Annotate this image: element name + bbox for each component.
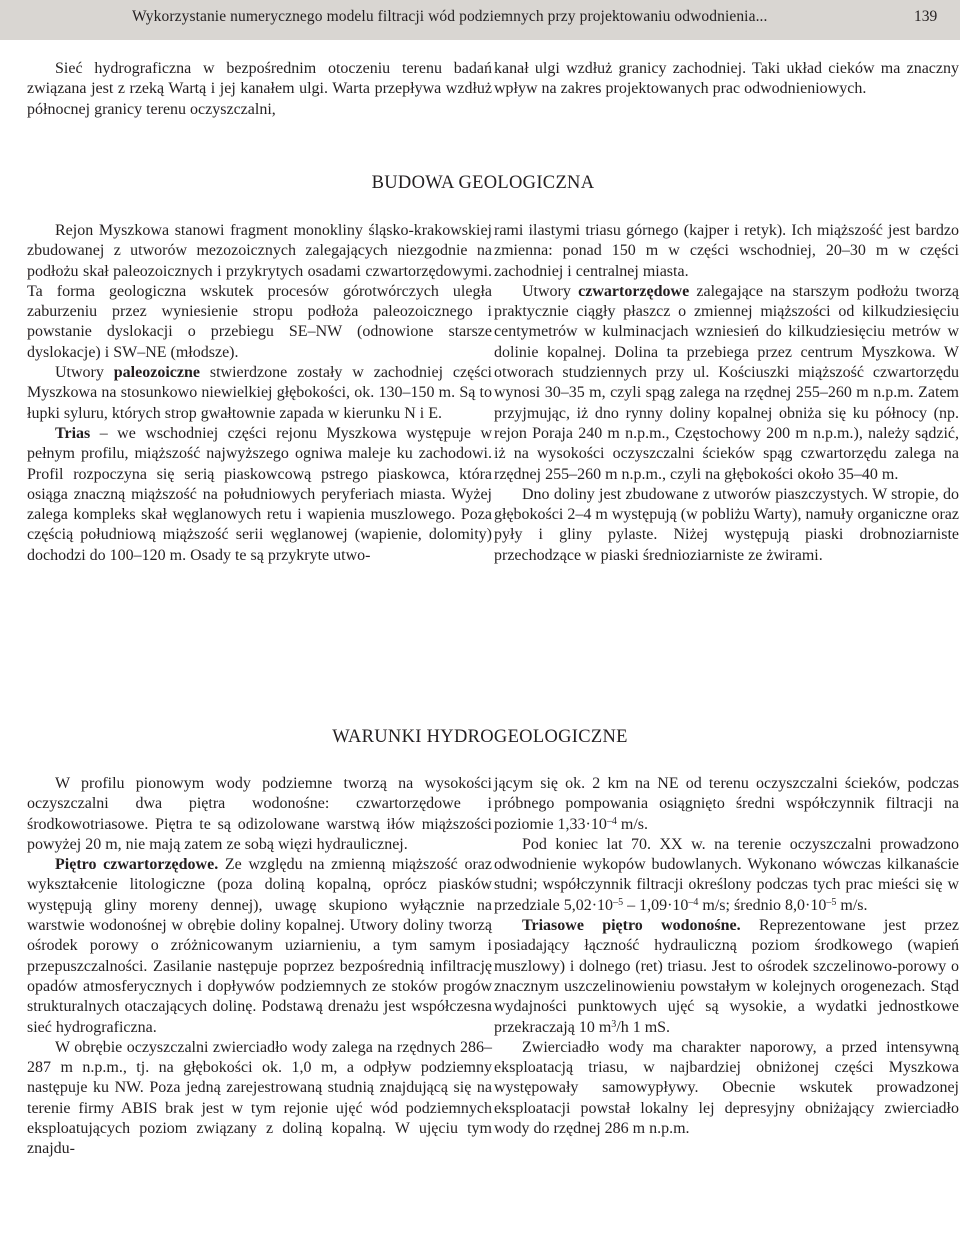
hydro-paragraph-1: W profilu pionowym wody podziemne tworzą na wysokości oczyszczalni dwa piętra wodonośne: czwartorzędowe i środkowotriasowe. Piętra te są odizolowane warstwą iłów miąższości powyżej 20 m, nie mają zatem ze sobą więzi hydraulicznej. [27, 775, 492, 853]
geology-paragraph-4: rami ilastymi triasu górnego (kajper i retyk). Ich miąższość jest bardzo zmienna: ponad 150 m w części wschodniej, 20–30 m w części zachodniej i centralnej miasta. [494, 222, 959, 280]
term-triassic-aquifer: Triasowe piętro wodonośne. [522, 917, 741, 935]
geology-paragraph-1: Rejon Myszkowa stanowi fragment monokliny śląsko-krakowskiej zbudowanej z utworów mezozoicznych zalegających niezgodnie na podłożu skał paleozoicznych i przykrytych osadami czwartorzędowymi. Ta forma geologiczna wskutek procesów górotwórczych uległa zaburzeniu przez wyniesienie stropu podłoża paleozoicznego i powstanie dyslokacji o przebiegu SE–NW (odnowione starsze dyslokacje) i SW–NE (młodsze). [27, 222, 492, 361]
geology-paragraph-6: Dno doliny jest zbudowane z utworów piaszczystych. W stropie, do głębokości 2–4 m występują (w pobliżu Warty), namuły organiczne oraz pyły i gliny pylaste. Niżej występują piaski drobnoziarniste przechodzące w piaski średnioziarniste ze żwirami. [494, 485, 959, 564]
intro-paragraph-right: kanał ulgi wzdłuż granicy zachodniej. Taki układ cieków ma znaczny wpływ na zakres projektowanych prac odwodnieniowych. [494, 60, 959, 98]
hydro-paragraph-2: Piętro czwartorzędowe. Ze względu na zmienną miąższość oraz wykształcenie litologiczne (poza doliną kopalną, oprócz piasków występują gliny moreny dennej), uwagę skupiono wyłącznie na warstwie wodonośnej w obrębie doliny kopalnej. Utwory doliny tworzą ośrodek porowy o zróżnicowanym uziarnieniu, a tym samym i przepuszczalności. Zasilanie następuje poprzez bezpośrednią infiltrację opadów atmosferycznych i dopływów podziemnych ze stoków progów strukturalnych otaczających dolinę. Podstawą drenażu jest współczesna sieć hydrograficzna. [27, 856, 492, 1036]
term-paleozoic: paleozoiczne [113, 364, 200, 382]
intro-paragraph-left: Sieć hydrograficzna w bezpośrednim otoczeniu terenu badań związana jest z rzeką Wartą i jej kanałem ulgi. Warta przepływa wzdłuż północnej granicy terenu oczyszczalni, [27, 60, 492, 118]
hydro-paragraph-5: Pod koniec lat 70. XX w. na terenie oczyszczalni prowadzono odwodnienie wykopów budowlanych. Wykonano wówczas kilkanaście studni; współczynnik filtracji określony podczas tych prac mieści się w przedziale $5,02\cdot 10^{-5} - 1,09\cdot 10^{-4}$ m/s; średnio $8,0\cdot 10^{-5}$ m/s. [494, 835, 959, 914]
hydro-paragraph-3: W obrębie oczyszczalni zwierciadło wody zalega na rzędnych 286–287 m n.p.m., tj. na głębokości ok. 1,0 m, a odpływ podziemny następuje ku NW. Poza jedną zarejestrowaną studnią znajdującą się na terenie firmy ABIS brak jest w tym rejonie ujęć wód podziemnych eksploatujących poziom związany z doliną kopalną. W ujęciu tym znajdu- [27, 1038, 492, 1158]
geology-paragraph-5: Utwory czwartorzędowe zalegające na starszym podłożu tworzą praktycznie ciągły płaszcz o zmiennej miąższości od kilkudziesięciu centymetrów w kulminacjach wzniesień do kilkudziesięciu metrów w dolinie kopalnej. Dolina ta przebiega przez centrum Myszkowa. W otworach studziennych przy ul. Kościuszki miąższość czwartorzędu wynosi 30–35 m, czyli spąg zalega na rzędnej 255–260 m n.p.m. Zatem przyjmując, iż dno rynny doliny kopalnej obniża się ku północy (np. rejon Poraja 240 m n.p.m., Częstochowy 200 m n.p.m.), należy sądzić, iż na wysokości oczyszczalni ścieków spąg czwartorzędu zalega na rzędnej 255–260 m n.p.m., czyli na głębokości około 35–40 m. [494, 282, 959, 483]
hydro-column-right [494, 774, 959, 1139]
intro-column-right [494, 59, 959, 100]
hydro-paragraph-7: Zwierciadło wody ma charakter naporowy, a przed intensywną eksploatacją triasu, w najbardziej obniżonej części Myszkowa występowały samowypływy. Obecnie wskutek prowadzonej eksploatacji powstał lokalny lej depresyjny obniżający zwierciadło wody do rzędnej 286 m n.p.m. [494, 1038, 959, 1138]
term-quaternary-aquifer: Piętro czwartorzędowe. [55, 856, 219, 874]
section-heading-hydrogeology: WARUNKI HYDROGEOLOGICZNE [332, 727, 628, 747]
term-trias: Trias [55, 424, 91, 442]
hydro-column-left [27, 774, 492, 1160]
hydro-paragraph-6: Triasowe piętro wodonośne. Reprezentowane jest przez posiadający łączność hydrauliczną poziom środkowego (wapień muszlowy) i dolnego (ret) triasu. Jest to ośrodek szczelinowo-porowy o znacznym uszczelinowieniu powstałym w kolejnych orogenezach. Stąd wydajności punktowych ujęć są wysokie, a wydatki jednostkowe przekraczają 10 $m^3/h$ 1 mS. [494, 917, 960, 1036]
section-heading-geology: BUDOWA GEOLOGICZNA [371, 173, 595, 193]
header-title: Wykorzystanie numerycznego modelu filtracji wód podziemnych przy projektowaniu odwodnienia... [132, 8, 768, 25]
page-number: 139 [914, 8, 938, 25]
intro-column-left [27, 59, 492, 120]
geology-column-right [494, 221, 959, 566]
hydro-paragraph-4: jącym się ok. 2 km na NE od terenu oczyszczalni ścieków, podczas próbnego pompowania osiągnięto średni współczynnik filtracji na poziomie $1,33\cdot 10^{-4}$ m/s. [494, 775, 959, 833]
geology-paragraph-2: Utwory paleozoiczne stwierdzone zostały w zachodniej części Myszkowa na stosunkowo niewielkiej głębokości, ok. 130–150 m. Są to łupki syluru, których strop gwałtownie zapada w kierunku N i E. [27, 364, 492, 422]
geology-paragraph-3: Trias – we wschodniej części rejonu Myszkowa występuje w pełnym profilu, miąższość najwyższego ogniwa maleje ku zachodowi. Profil rozpoczyna się serią piaskowcową pstrego piaskowca, która osiąga znaczną miąższość na południowych peryferiach miasta. Wyżej zalega kompleks skał węglanowych retu i wapienia muszlowego. Poza częścią południową miąższość serii węglanowej (wapienie, dolomity) dochodzi do 100–120 m. Osady te są przykryte utwo- [27, 424, 492, 564]
running-header [0, 0, 960, 40]
term-quaternary: czwartorzędowe [578, 282, 690, 300]
geology-column-left [27, 221, 492, 566]
